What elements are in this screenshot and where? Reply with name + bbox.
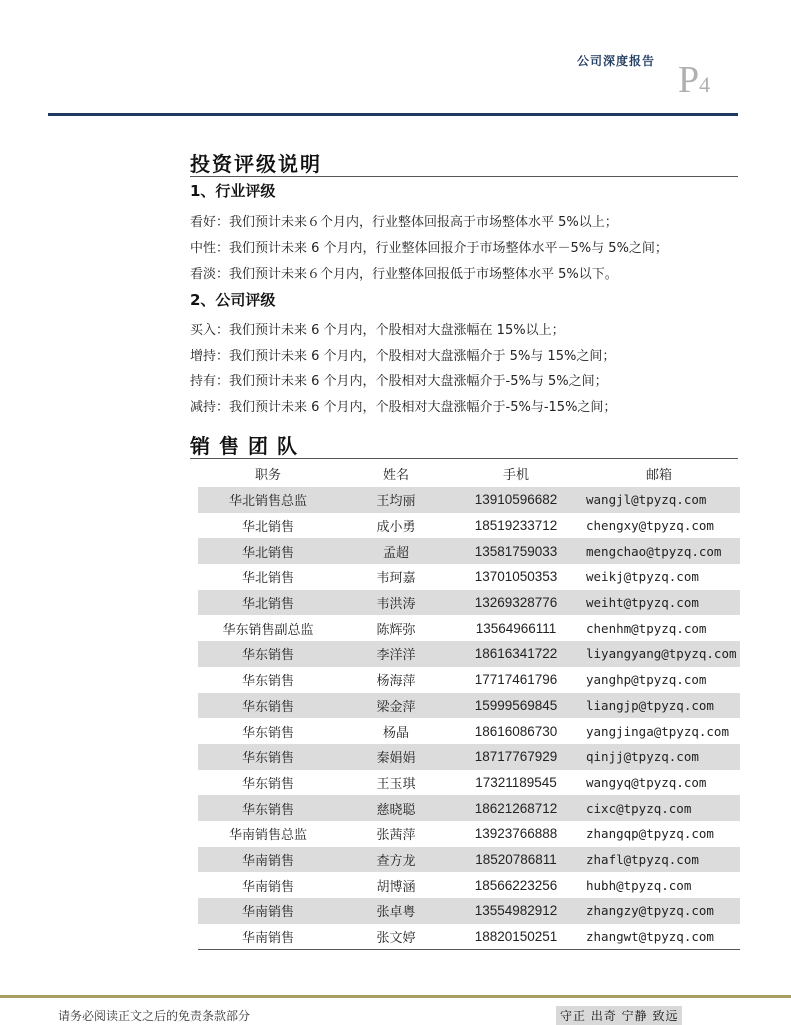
email-cell: mengchao@tpyzq.com: [578, 538, 740, 564]
industry-rating-line: 中性：我们预计未来 6 个月内，行业整体回报介于市场整体水平－5%与 5%之间；: [190, 241, 668, 256]
rating-title-rule: [190, 176, 738, 177]
phone-cell: 18820150251: [454, 924, 578, 950]
column-header-name: 姓名: [382, 468, 409, 483]
name-cell: 韦珂嘉: [376, 571, 416, 587]
sales-team-title: 销售团队: [190, 434, 306, 458]
table-row: [198, 821, 740, 847]
column-header-phone: 手机: [502, 468, 529, 483]
footer-rule: [0, 995, 791, 998]
table-row: [198, 590, 740, 616]
phone-cell: 18616086730: [474, 723, 558, 739]
name-cell: 张茜萍: [376, 828, 416, 844]
title-cell: 华东销售: [198, 641, 338, 667]
email-cell: hubh@tpyzq.com: [586, 877, 692, 893]
phone-cell: 13269328776: [454, 590, 578, 616]
table-row: [198, 538, 740, 564]
industry-rating-line: 看淡：我们预计未来６个月内，行业整体回报低于市场整体水平 5%以下。: [190, 267, 618, 282]
table-row: [198, 795, 740, 821]
email-cell: wangyq@tpyzq.com: [586, 774, 707, 790]
name-cell: 张卓粤: [338, 898, 454, 924]
phone-cell: 18520786811: [454, 847, 578, 873]
industry-rating-line: 看好：我们预计未来６个月内，行业整体回报高于市场整体水平 5%以上；: [190, 215, 618, 230]
table-header-row: [198, 460, 740, 487]
email-cell: zhangwt@tpyzq.com: [578, 924, 740, 950]
table-row: [198, 744, 740, 770]
footer-disclaimer: 请务必阅读正文之后的免责条款部分: [58, 1009, 251, 1023]
phone-cell: 17717461796: [474, 672, 558, 688]
email-cell: yanghp@tpyzq.com: [586, 672, 707, 688]
email-cell: zhangqp@tpyzq.com: [586, 826, 714, 842]
table-row: [198, 641, 740, 667]
title-cell: 华东销售: [241, 725, 294, 741]
title-cell: 华南销售: [198, 847, 338, 873]
table-row: [198, 847, 740, 873]
title-cell: 华东销售: [241, 674, 294, 690]
name-cell: 查方龙: [338, 847, 454, 873]
title-cell: 华南销售: [198, 924, 338, 950]
phone-cell: 17321189545: [475, 774, 557, 790]
name-cell: 杨晶: [382, 725, 409, 741]
phone-cell: 13581759033: [454, 538, 578, 564]
title-cell: 华东销售: [198, 693, 338, 719]
page-letter: P: [678, 59, 700, 101]
phone-cell: 13910596682: [454, 487, 578, 513]
table-row: [198, 564, 740, 590]
email-cell: qinjj@tpyzq.com: [578, 744, 740, 770]
rating-title: 投资评级说明: [190, 152, 322, 176]
title-cell: 华东销售副总监: [222, 622, 314, 638]
phone-cell: 18717767929: [454, 744, 578, 770]
title-cell: 华北销售总监: [198, 487, 338, 513]
table-row: [198, 693, 740, 719]
column-header-email: 邮箱: [645, 468, 672, 483]
title-cell: 华北销售: [198, 538, 338, 564]
title-cell: 华南销售总监: [228, 828, 307, 844]
title-cell: 华北销售: [241, 571, 294, 587]
email-cell: chengxy@tpyzq.com: [586, 518, 714, 534]
name-cell: 秦娟娟: [338, 744, 454, 770]
company-rating-heading: 2、公司评级: [190, 291, 276, 309]
email-cell: chenhm@tpyzq.com: [586, 620, 707, 636]
title-cell: 华东销售: [198, 744, 338, 770]
phone-cell: 13701050353: [474, 569, 558, 585]
email-cell: wangjl@tpyzq.com: [578, 487, 740, 513]
company-rating-line: 增持：我们预计未来 6 个月内，个股相对大盘涨幅介于 5%与 15%之间；: [190, 349, 616, 364]
sales-team-table: [198, 460, 740, 950]
header-rule: [48, 113, 738, 116]
name-cell: 成小勇: [376, 520, 416, 536]
phone-cell: 18566223256: [474, 877, 558, 893]
email-cell: liyangyang@tpyzq.com: [578, 641, 740, 667]
phone-cell: 13554982912: [454, 898, 578, 924]
page-digit: 4: [699, 72, 711, 97]
phone-cell: 18519233712: [474, 518, 558, 534]
name-cell: 张文婷: [338, 924, 454, 950]
title-cell: 华东销售: [198, 795, 338, 821]
table-row: [198, 718, 740, 744]
table-row: [198, 898, 740, 924]
company-rating-line: 买入：我们预计未来 6 个月内，个股相对大盘涨幅在 15%以上；: [190, 323, 565, 338]
name-cell: 王均丽: [338, 487, 454, 513]
table-row: [198, 513, 740, 539]
phone-cell: 13923766888: [474, 826, 558, 842]
title-cell: 华东销售: [241, 776, 294, 792]
email-cell: cixc@tpyzq.com: [578, 795, 740, 821]
footer-motto: 守正 出奇 宁静 致远: [556, 1006, 682, 1025]
phone-cell: 13564966111: [475, 620, 557, 636]
email-cell: weikj@tpyzq.com: [586, 569, 699, 585]
name-cell: 孟超: [338, 538, 454, 564]
table-row: [198, 487, 740, 513]
industry-rating-heading: 1、行业评级: [190, 182, 276, 200]
title-cell: 华南销售: [198, 898, 338, 924]
table-row: [198, 667, 740, 693]
phone-cell: 18621268712: [454, 795, 578, 821]
name-cell: 杨海萍: [376, 674, 416, 690]
name-cell: 王玉琪: [376, 776, 416, 792]
table-row: [198, 770, 740, 796]
name-cell: 胡博涵: [376, 879, 416, 895]
title-cell: 华北销售: [241, 520, 294, 536]
name-cell: 慈晓聪: [338, 795, 454, 821]
column-header-title: 职务: [254, 468, 281, 483]
table-row: [198, 872, 740, 898]
table-row: [198, 924, 740, 950]
title-cell: 华北销售: [198, 590, 338, 616]
email-cell: weiht@tpyzq.com: [578, 590, 740, 616]
name-cell: 韦洪涛: [338, 590, 454, 616]
email-cell: zhafl@tpyzq.com: [578, 847, 740, 873]
name-cell: 梁金萍: [338, 693, 454, 719]
name-cell: 陈辉弥: [376, 622, 416, 638]
name-cell: 李洋洋: [338, 641, 454, 667]
email-cell: yangjinga@tpyzq.com: [586, 723, 729, 739]
email-cell: liangjp@tpyzq.com: [578, 693, 740, 719]
company-rating-line: 持有：我们预计未来 6 个月内，个股相对大盘涨幅介于-5%与 5%之间；: [190, 374, 608, 389]
title-cell: 华南销售: [241, 879, 294, 895]
phone-cell: 15999569845: [454, 693, 578, 719]
email-cell: zhangzy@tpyzq.com: [578, 898, 740, 924]
table-row: [198, 615, 740, 641]
sales-team-title-rule: [190, 458, 738, 459]
phone-cell: 18616341722: [454, 641, 578, 667]
company-rating-line: 减持：我们预计未来 6 个月内，个股相对大盘涨幅介于-5%与-15%之间；: [190, 400, 617, 415]
report-label: 公司深度报告: [577, 54, 656, 68]
page-number: [678, 58, 710, 102]
